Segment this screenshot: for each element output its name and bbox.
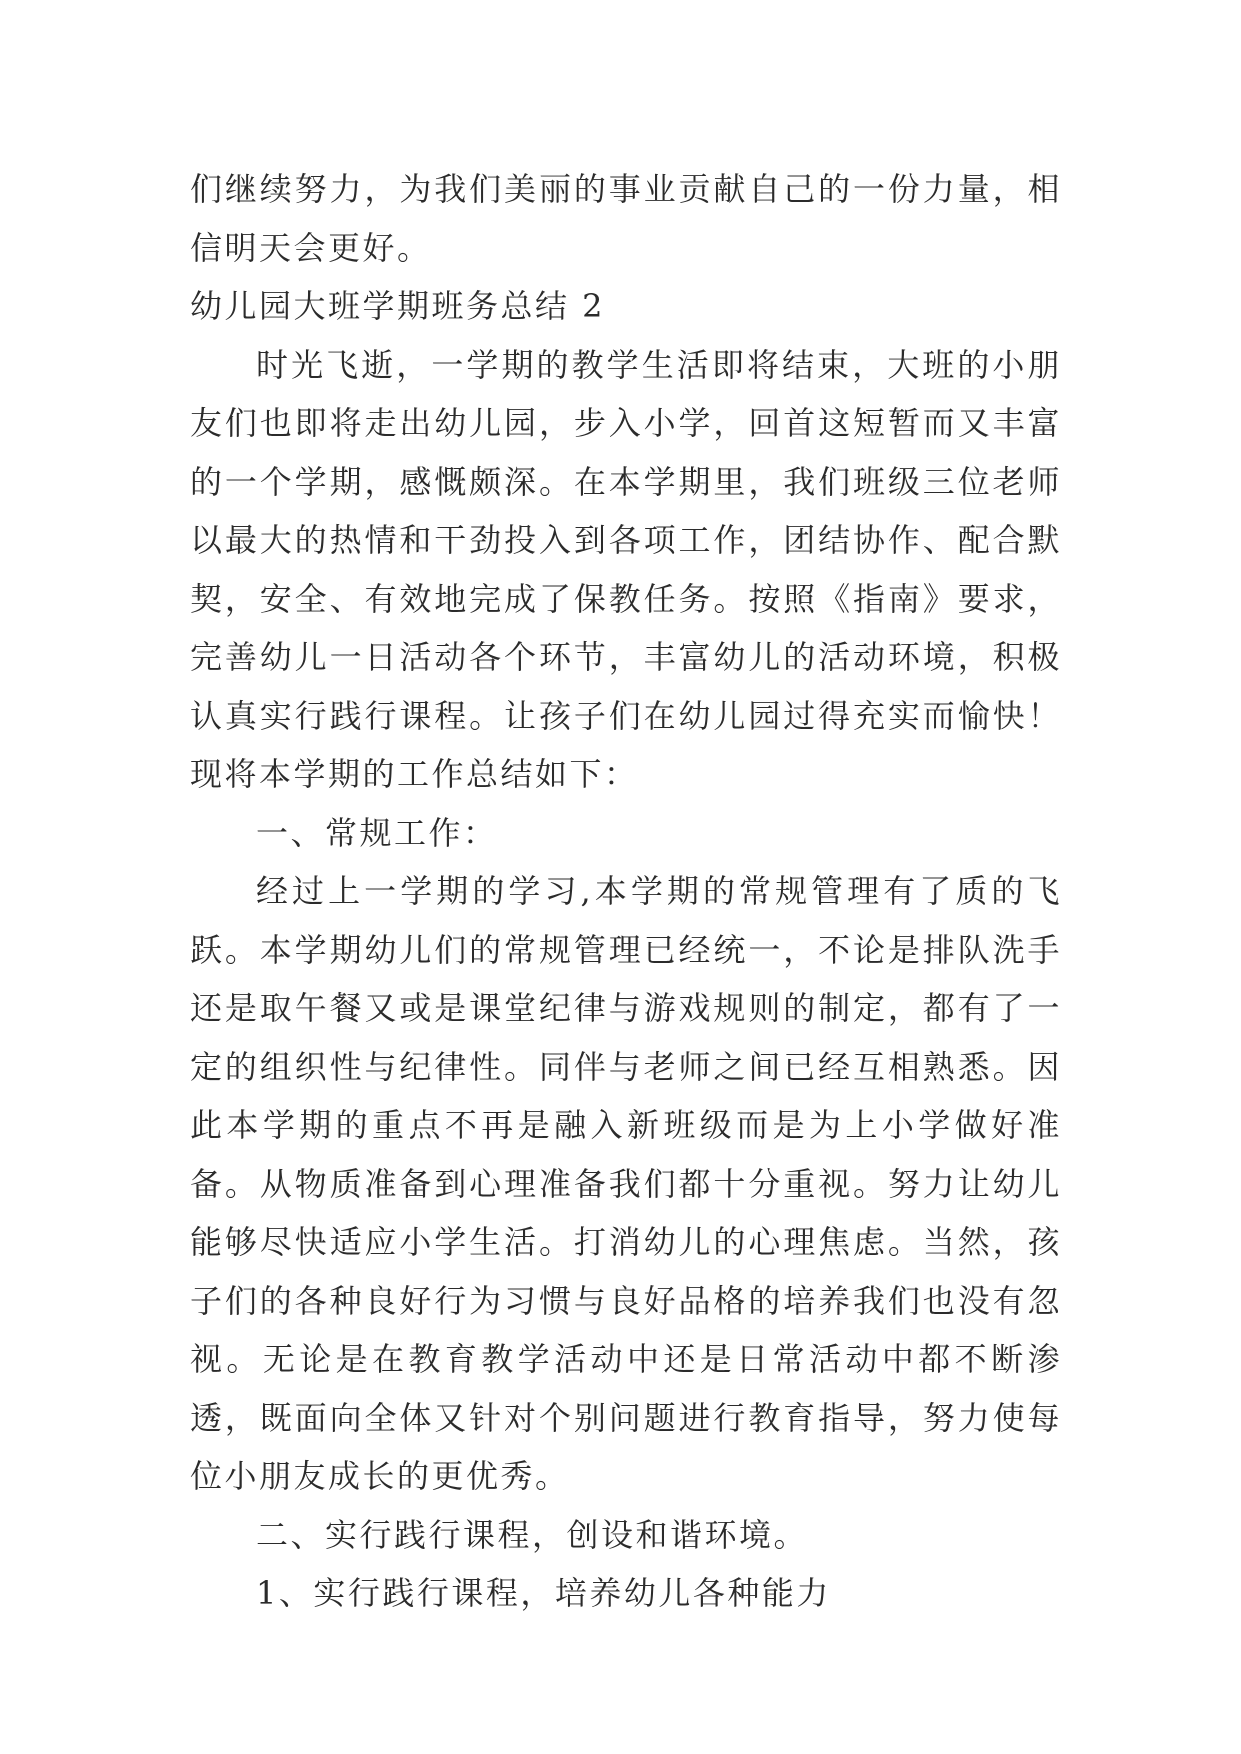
continuation-paragraph: 们继续努力，为我们美丽的事业贡献自己的一份力量，相信明天会更好。: [190, 170, 1062, 267]
document-title: 幼儿园大班学期班务总结 2: [190, 287, 606, 325]
subsection-1-heading: 1、实行践行课程，培养幼儿各种能力: [256, 1574, 831, 1612]
section-1-paragraph: 经过上一学期的学习,本学期的常规管理有了质的飞跃。本学期幼儿们的常规管理已经统一，不论是排队洗手还是取午餐又或是课堂纪律与游戏规则的制定，都有了一定的组织性与纪律性。同伴与老师之间已经互相熟悉。因此本学期的重点不再是融入新班级而是为上小学做好准备。从物质准备到心理准备我们都十分重视。努力让幼儿能够尽快适应小学生活。打消幼儿的心理焦虑。当然，孩子们的各种良好行为习惯与良好品格的培养我们也没有忽视。无论是在教育教学活动中还是日常活动中都不断渗透，既面向全体又针对个别问题进行教育指导，努力使每位小朋友成长的更优秀。: [190, 872, 1062, 1495]
document-body: [190, 160, 1062, 1623]
section-2-heading: 二、实行践行课程，创设和谐环境。: [256, 1515, 809, 1554]
intro-paragraph: 时光飞逝，一学期的教学生活即将结束，大班的小朋友们也即将走出幼儿园，步入小学，回首这短暂而又丰富的一个学期，感慨颇深。在本学期里，我们班级三位老师以最大的热情和干劲投入到各项工作，团结协作、配合默契，安全、有效地完成了保教任务。按照《指南》要求，完善幼儿一日活动各个环节，丰富幼儿的活动环境，积极认真实行践行课程。让孩子们在幼儿园过得充实而愉快！现将本学期的工作总结如下：: [190, 345, 1062, 793]
section-1-heading: 一、常规工作：: [256, 813, 498, 852]
